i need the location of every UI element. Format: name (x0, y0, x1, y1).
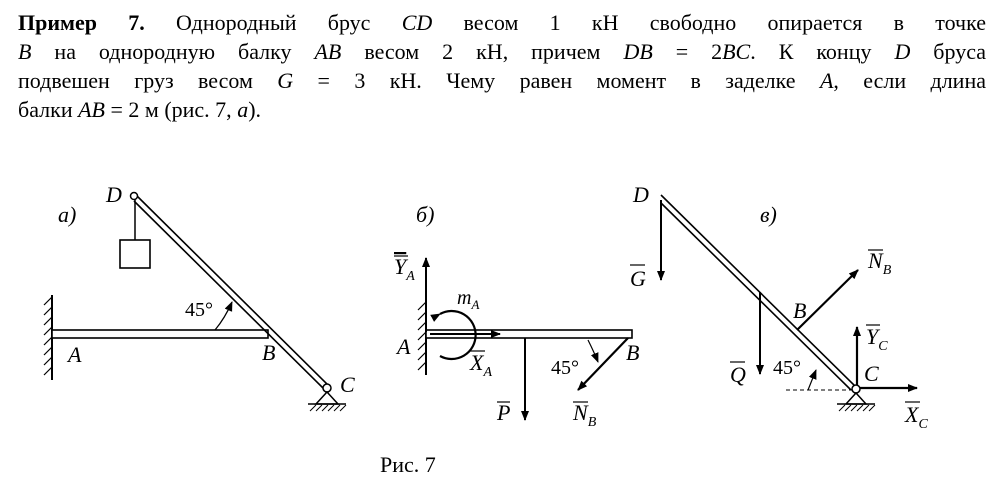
point-a-a: A (68, 342, 82, 367)
panel-b-label: б) (416, 202, 435, 227)
wall-b-hatch (418, 302, 426, 370)
force-p-label: P (497, 400, 511, 425)
hinge-c-a (323, 384, 331, 392)
symbol-run: AB (314, 39, 342, 64)
text-run: балки (18, 97, 79, 122)
ground-c-c-hatch (839, 405, 875, 411)
support-c-a (316, 392, 338, 404)
text-run: Однородный брус (176, 10, 402, 35)
symbol-run: BC (722, 39, 751, 64)
text-run: . К концу (750, 39, 895, 64)
force-nb-label-b: $N_B$ (573, 400, 597, 430)
example-heading: Пример 7. (18, 10, 145, 35)
point-d-a: D (106, 182, 122, 207)
force-yc-label: $Y_C$ (866, 324, 888, 354)
text-run: весом 1 кН свободно опирается в точке (432, 10, 987, 35)
angle-arc-b (588, 340, 598, 362)
symbol-run: CD (401, 10, 433, 35)
bar-dc-edge2-c (661, 203, 851, 390)
point-c-a: C (340, 372, 355, 397)
bar-dc-edge1-a (134, 193, 330, 387)
force-xc-label: $X_C$ (905, 402, 928, 432)
symbol-run: D (894, 39, 911, 64)
force-nb-arrow-b (578, 338, 628, 390)
support-c-c (846, 393, 866, 404)
angle-label-a: 45° (185, 299, 213, 321)
panel-c (630, 182, 928, 432)
text-run: ). (248, 97, 262, 122)
force-nb-label-c: $N_B$ (868, 248, 892, 278)
symbol-run: AB (78, 97, 105, 122)
angle-arc-c (808, 370, 816, 390)
force-g-label: G (630, 266, 646, 291)
weight-box (120, 240, 150, 268)
point-b-c: B (793, 298, 807, 323)
hinge-d-a (131, 193, 138, 200)
point-b-b: B (626, 340, 640, 365)
panel-b (394, 202, 639, 430)
wall-a-hatch (44, 297, 52, 375)
text-run: на однородную балку (31, 39, 315, 64)
point-d-c: D (633, 182, 649, 207)
panel-a (44, 182, 355, 411)
beam-ab-a (52, 330, 268, 338)
text-run: , если длина (833, 68, 986, 93)
figure-caption: Рис. 7 (380, 452, 436, 477)
symbol-run: а (237, 97, 249, 122)
panel-c-label: в) (760, 202, 777, 227)
symbol-run: G (277, 68, 294, 93)
symbol-run: A (819, 68, 834, 93)
text-run: подвешен груз весом (18, 68, 278, 93)
symbol-run: DB (623, 39, 653, 64)
text-run: = 2 (652, 39, 723, 64)
point-c-c: C (864, 361, 879, 386)
symbol-run: B (18, 39, 32, 64)
angle-arc-a (215, 302, 232, 330)
point-a-b: A (397, 334, 411, 359)
text-run: бруса (910, 39, 986, 64)
force-q-label: Q (730, 362, 746, 387)
hinge-c-c (852, 385, 860, 393)
angle-label-b: 45° (551, 357, 579, 379)
text-run: весом 2 кН, причем (341, 39, 624, 64)
point-b-a: B (262, 340, 276, 365)
force-xa-label: $X_A$ (470, 350, 493, 380)
moment-ma-label: $m_A$ (457, 287, 480, 312)
text-run: = 3 кН. Чему равен момент в заделке (293, 68, 820, 93)
angle-label-c: 45° (773, 357, 801, 379)
force-ya-label: $Y_A$ (394, 254, 415, 284)
panel-a-label: а) (58, 202, 77, 227)
ground-c-a-hatch (310, 405, 346, 411)
bar-dc-edge1-c (661, 195, 856, 387)
text-run: = 2 м (рис. 7, (104, 97, 238, 122)
bar-dc-edge2-a (134, 201, 324, 389)
